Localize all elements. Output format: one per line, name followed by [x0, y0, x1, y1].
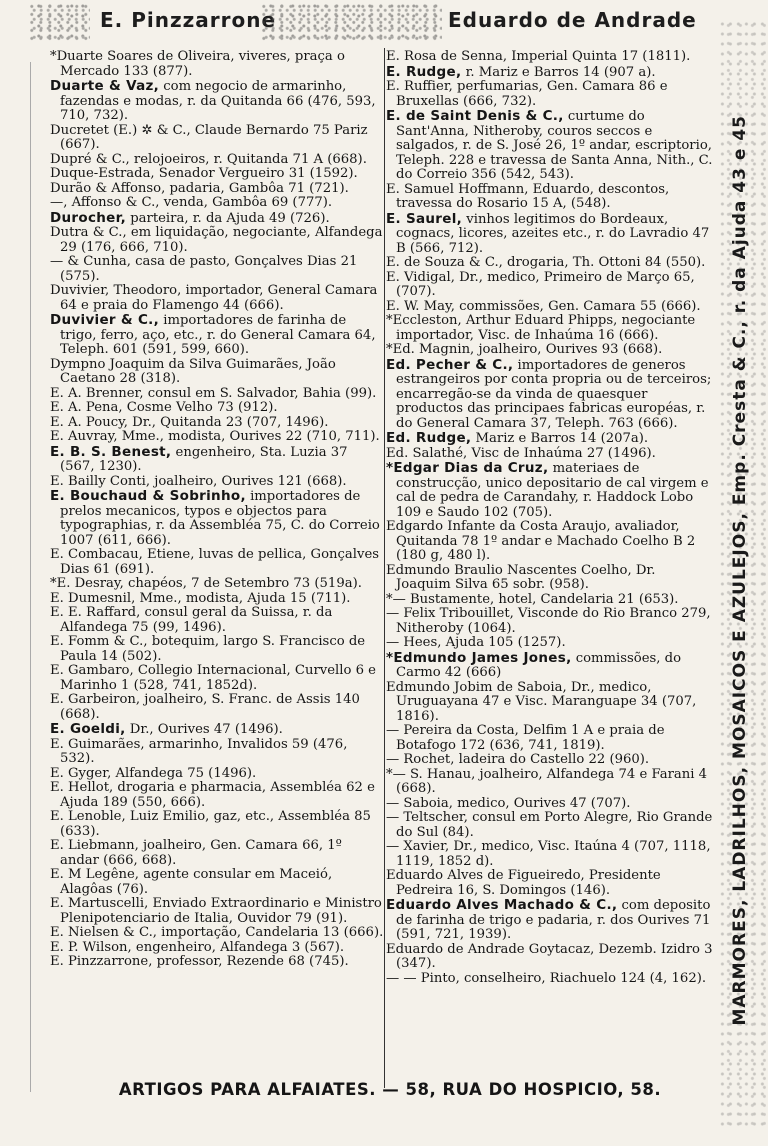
entry-text: E. E. Raffard, consul geral da Suissa, r. da Alfandega 75 (99, 1496).: [50, 605, 333, 635]
directory-entry: [386, 840, 714, 869]
entry-name-bold: Ed. Rudge,: [386, 430, 472, 446]
directory-entry: [50, 548, 384, 577]
entry-text: *Eccleston, Arthur Eduard Phipps, negociante importador, Visc. de Inhaúma 16 (666).: [386, 313, 696, 343]
entry-text: importadores de prelos mecanicos, typos e objectos para typographias, r. da Assembléa 75, C. do Correio 1007 (611, 666).: [60, 489, 380, 548]
entry-text: E. Dumesnil, Mme., modista, Ajuda 15 (711).: [50, 590, 351, 606]
entry-text: engenheiro, Sta. Luzia 37 (567, 1230).: [60, 444, 348, 474]
entry-text: — Pereira da Costa, Delfim 1 A e praia de Botafogo 172 (636, 741, 1819).: [386, 723, 665, 753]
right-column: [386, 50, 714, 986]
directory-entry: [50, 401, 384, 416]
header-speckle-middle: [262, 4, 442, 44]
directory-entry: [50, 211, 384, 227]
directory-entry: [386, 431, 714, 447]
directory-entry: [386, 724, 714, 753]
directory-entry: [50, 606, 384, 635]
entry-text: Edmundo Jobim de Saboia, Dr., medico, Uruguayana 47 e Visc. Maranguape 34 (707, 1816).: [386, 679, 697, 724]
directory-entry: [386, 271, 714, 300]
directory-entry: [386, 358, 714, 432]
entry-text: parteira, r. da Ajuda 49 (726).: [126, 210, 330, 226]
entry-text: E. Guimarães, armarinho, Invalidos 59 (476, 532).: [50, 736, 348, 766]
directory-entry: [386, 520, 714, 564]
directory-entry: [50, 635, 384, 664]
entry-name-bold: E. B. S. Benest,: [50, 443, 172, 460]
directory-entry: [50, 445, 384, 475]
directory-entry: [50, 592, 384, 607]
directory-entry: [386, 65, 714, 81]
entry-text: — Rochet, ladeira do Castello 22 (960).: [386, 752, 650, 767]
directory-entry: [50, 416, 384, 431]
entry-text: Duvivier, Theodoro, importador, General Camara 64 e praia do Flamengo 44 (666).: [50, 283, 378, 313]
entry-text: E. Ruffier, perfumarias, Gen. Camara 86 e Bruxellas (666, 732).: [386, 79, 668, 109]
directory-entry: [386, 943, 714, 972]
entry-text: Eduardo de Andrade Goytacaz, Dezemb. Izidro 3 (347).: [386, 941, 713, 971]
directory-entry: [50, 955, 384, 970]
entry-text: Mariz e Barros 14 (207a).: [471, 431, 649, 446]
entry-text: Ducretet (E.) ✲ & C., Claude Bernardo 75 Pariz (667).: [50, 122, 368, 152]
directory-entry: [386, 593, 714, 608]
directory-entry: [386, 972, 714, 987]
entry-text: E. Vidigal, Dr., medico, Primeiro de Março 65, (707).: [386, 269, 695, 299]
entry-text: r. Mariz e Barros 14 (907 a).: [461, 64, 656, 80]
directory-entry: [50, 50, 384, 79]
directory-entry: [50, 284, 384, 313]
directory-entry: [50, 767, 384, 782]
entry-text: vinhos legitimos do Bordeaux, cognacs, licores, azeites etc., r. do Lavradio 47 B (566, 712).: [396, 211, 710, 256]
side-banner: [718, 40, 762, 1100]
directory-entry: [386, 80, 714, 109]
entry-text: commissões, do Carmo 42 (666): [396, 650, 682, 680]
directory-entry: [386, 898, 714, 943]
entry-text: — & Cunha, casa de pasto, Gonçalves Dias 21 (575).: [50, 254, 358, 284]
entry-text: E. Bailly Conti, joalheiro, Ourives 121 (668).: [50, 473, 347, 489]
directory-entry: [386, 636, 714, 651]
directory-entry: [386, 768, 714, 797]
directory-entry: [386, 811, 714, 840]
entry-name-bold: Duvivier & C.,: [50, 312, 160, 328]
entry-name-bold: Duarte & Vaz,: [50, 78, 160, 94]
entry-name-bold: E. Rudge,: [386, 63, 462, 80]
directory-entry: [386, 869, 714, 898]
directory-entry: [50, 664, 384, 693]
directory-entry: [50, 167, 384, 182]
entry-text: E. Martuscelli, Enviado Extraordinario e Ministro Plenipotenciario de Italia, Ouvidor 79 (91).: [50, 896, 382, 926]
directory-entry: [50, 430, 384, 445]
directory-entry: [386, 607, 714, 636]
entry-text: E. Auvray, Mme., modista, Ourives 22 (710, 711).: [50, 429, 380, 444]
entry-text: Durão & Affonso, padaria, Gambôa 71 (721).: [50, 180, 349, 196]
entry-text: com deposito de farinha de trigo e padaria, r. dos Ourives 71 (591, 721, 1939).: [396, 898, 711, 942]
entry-text: *Duarte Soares de Oliveira, viveres, praça o Mercado 133 (877).: [50, 49, 345, 79]
header-left: E. Pinzzarrone: [100, 8, 277, 32]
directory-entry: [50, 897, 384, 926]
directory-entry: [50, 738, 384, 767]
entry-text: Duque-Estrada, Senador Vergueiro 31 (1592).: [50, 166, 358, 181]
entry-name-bold: E. Goeldi,: [50, 721, 126, 737]
directory-entry: [50, 475, 384, 490]
entry-text: E. Combacau, Etiene, luvas de pellica, Gonçalves Dias 61 (691).: [50, 547, 380, 577]
entry-name-bold: E. Saurel,: [386, 210, 463, 227]
header-speckle-left: [30, 4, 90, 44]
entry-text: E. M Legêne, agente consular em Maceió, Alagôas (76).: [50, 867, 333, 897]
directory-entry: [50, 781, 384, 810]
entry-text: E. Hellot, drogaria e pharmacia, Assembléa 62 e Ajuda 189 (550, 666).: [50, 780, 375, 810]
entry-text: E. Garbeiron, joalheiro, S. Franc. de Assis 140 (668).: [50, 692, 360, 722]
entry-text: — Felix Tribouillet, Visconde do Rio Branco 279, Nitheroby (1064).: [386, 606, 711, 636]
entry-text: E. Fomm & C., botequim, largo S. Francisco de Paula 14 (502).: [50, 634, 366, 664]
entry-text: Dutra & C., em liquidação, negociante, Alfandega 29 (176, 666, 710).: [50, 225, 383, 255]
entry-text: E. A. Poucy, Dr., Quitanda 23 (707, 1496).: [50, 414, 329, 430]
entry-name-bold: Ed. Pecher & C.,: [386, 356, 514, 373]
directory-entry: [386, 753, 714, 768]
directory-entry: [50, 868, 384, 897]
entry-text: —, Affonso & C., venda, Gambôa 69 (777).: [50, 195, 333, 210]
left-margin-line: [30, 62, 31, 1092]
entry-text: Edgardo Infante da Costa Araujo, avaliador, Quitanda 78 1º andar e Machado Coelho B 2 (180 g, 480 l).: [386, 519, 696, 563]
directory-entry: [386, 461, 714, 520]
directory-entry: [50, 255, 384, 284]
left-column: [50, 50, 384, 970]
directory-entry: [386, 564, 714, 593]
entry-text: Ed. Salathé, Visc de Inhaúma 27 (1496).: [386, 445, 656, 461]
entry-text: importadores de farinha de trigo, ferro, aço, etc., r. do General Camara 64, Teleph. 601 (591, 599, 660).: [60, 313, 376, 357]
directory-entry: [50, 489, 384, 548]
entry-text: *— S. Hanau, joalheiro, Alfandega 74 e Farani 4 (668).: [386, 766, 708, 796]
entry-text: curtume do Sant'Anna, Nitheroby, couros seccos e salgados, r. de S. José 26, 1º andar, escriptorio, Teleph. 228 e travessa de Santa Anna, Nith., C. do Correio 356 (542, 543).: [396, 109, 713, 182]
entry-text: E. Rosa de Senna, Imperial Quinta 17 (1811).: [386, 49, 691, 64]
entry-name-bold: *Edmundo James Jones,: [386, 649, 572, 666]
entry-text: E. Liebmann, joalheiro, Gen. Camara 66, 1º andar (666, 668).: [50, 838, 342, 868]
directory-entry: [386, 256, 714, 271]
directory-entry: [386, 212, 714, 257]
directory-entry: [386, 447, 714, 462]
entry-text: E. A. Pena, Cosme Velho 73 (912).: [50, 400, 278, 415]
entry-text: E. de Souza & C., drogaria, Th. Ottoni 84 (550).: [386, 255, 706, 270]
column-divider: [384, 48, 385, 1088]
directory-entry: [50, 693, 384, 722]
entry-text: Dupré & C., relojoeiros, r. Quitanda 71 A (668).: [50, 151, 367, 167]
directory-entry: [386, 343, 714, 358]
directory-entry: [386, 314, 714, 343]
directory-entry: [50, 358, 384, 387]
entry-text: Dr., Ourives 47 (1496).: [125, 722, 283, 737]
directory-entry: [50, 79, 384, 124]
directory-entry: [50, 926, 384, 941]
directory-entry: [50, 182, 384, 197]
entry-text: E. Samuel Hoffmann, Eduardo, descontos, travessa do Rosario 15 A, (548).: [386, 181, 670, 211]
entry-text: — Saboia, medico, Ourives 47 (707).: [386, 795, 631, 811]
footer-advert: ARTIGOS PARA ALFAIATES. — 58, RUA DO HOSPICIO, 58.: [118, 1080, 662, 1099]
side-banner-text: MARMORES, LADRILHOS, MOSAICOS E AZULEJOS, Emp. Cresta & C., r. da Ajuda 43 e 45: [730, 114, 750, 1026]
header-right: Eduardo de Andrade: [448, 8, 697, 32]
entry-text: Eduardo Alves de Figueiredo, Presidente Pedreira 16, S. Domingos (146).: [386, 868, 661, 898]
directory-entry: [50, 313, 384, 358]
entry-text: *Ed. Magnin, joalheiro, Ourives 93 (668).: [386, 342, 663, 357]
entry-text: — Teltscher, consul em Porto Alegre, Rio Grande do Sul (84).: [386, 810, 713, 840]
directory-entry: [50, 577, 384, 592]
directory-entry: [50, 153, 384, 168]
entry-text: E. Gyger, Alfandega 75 (1496).: [50, 765, 257, 781]
entry-text: — Xavier, Dr., medico, Visc. Itaúna 4 (707, 1118, 1119, 1852 d).: [386, 839, 711, 869]
entry-text: — Hees, Ajuda 105 (1257).: [386, 635, 566, 650]
entry-text: E. Pinzzarrone, professor, Rezende 68 (745).: [50, 954, 349, 969]
directory-entry: [50, 810, 384, 839]
directory-entry: [50, 839, 384, 868]
entry-name-bold: Durocher,: [50, 209, 127, 226]
directory-entry: [386, 797, 714, 812]
entry-name-bold: E. de Saint Denis & C.,: [386, 108, 564, 124]
directory-entry: [50, 387, 384, 402]
directory-entry: [50, 722, 384, 738]
directory-entry: [386, 651, 714, 681]
entry-name-bold: E. Bouchaud & Sobrinho,: [50, 488, 246, 504]
directory-entry: [50, 196, 384, 211]
entry-text: Edmundo Braulio Nascentes Coelho, Dr. Joaquim Silva 65 sobr. (958).: [386, 562, 656, 592]
entry-text: E. A. Brenner, consul em S. Salvador, Bahia (99).: [50, 385, 377, 401]
directory-entry: [50, 124, 384, 153]
entry-text: *E. Desray, chapéos, 7 de Setembro 73 (519a).: [50, 576, 362, 591]
entry-text: — — Pinto, conselheiro, Riachuelo 124 (4, 162).: [386, 970, 707, 986]
entry-text: E. Lenoble, Luiz Emilio, gaz, etc., Assembléa 85 (633).: [50, 809, 371, 839]
entry-text: E. Nielsen & C., importação, Candelaria 13 (666).: [50, 925, 384, 940]
directory-entry: [386, 681, 714, 725]
directory-entry: [50, 226, 384, 255]
directory-entry: [386, 183, 714, 212]
entry-text: E. W. May, commissões, Gen. Camara 55 (666).: [386, 298, 701, 314]
running-header: [30, 4, 730, 44]
entry-name-bold: *Edgar Dias da Cruz,: [386, 460, 549, 476]
entry-text: com negocio de armarinho, fazendas e modas, r. da Quitanda 66 (476, 593, 710, 732).: [60, 79, 376, 123]
entry-text: Dympno Joaquim da Silva Guimarães, João Caetano 28 (318).: [50, 356, 336, 386]
directory-entry: [386, 109, 714, 183]
directory-entry: [50, 941, 384, 956]
entry-text: E. Gambaro, Collegio Internacional, Curvello 6 e Marinho 1 (528, 741, 1852d).: [50, 663, 376, 693]
entry-text: *— Bustamente, hotel, Candelaria 21 (653).: [386, 591, 679, 607]
entry-name-bold: Eduardo Alves Machado & C.,: [386, 897, 618, 913]
entry-text: importadores de generos estrangeiros por conta propria ou de terceiros; encarregão-se da vinda de quaesquer productos das principaes fabricas européas, r. do General Camara 37, Teleph. 763 (666).: [396, 357, 712, 431]
entry-text: E. P. Wilson, engenheiro, Alfandega 3 (567).: [50, 939, 345, 955]
directory-entry: [386, 300, 714, 315]
directory-entry: [386, 50, 714, 65]
entry-text: materiaes de construcção, unico depositario de cal virgem e cal de pedra de Carandahy, r. Haddock Lobo 109 e Saudo 102 (705).: [396, 461, 709, 520]
